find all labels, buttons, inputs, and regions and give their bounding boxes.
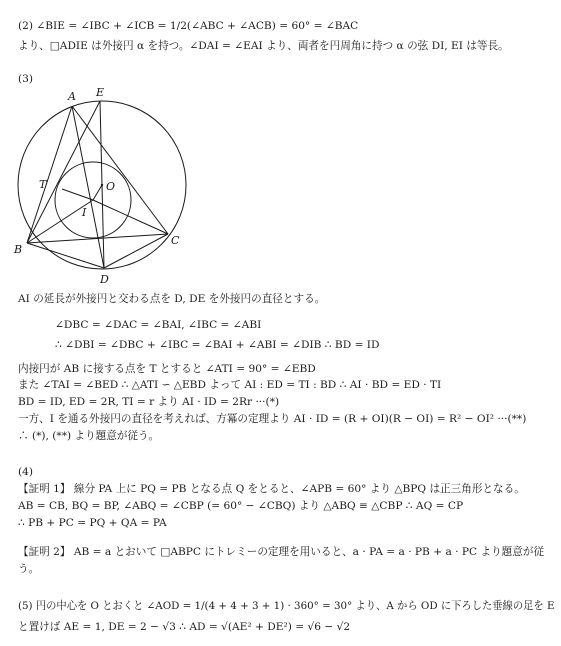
- part3-line-2: ∠DBC = ∠DAC = ∠BAI, ∠IBC = ∠ABI: [55, 319, 262, 331]
- label-a: A: [68, 90, 76, 103]
- part3-line-3: ∴ ∠DBI = ∠DBC + ∠IBC = ∠BAI + ∠ABI = ∠DIB ∴ BD = ID: [55, 339, 380, 351]
- part4-header: (4): [18, 466, 34, 478]
- label-o: O: [106, 180, 116, 193]
- part2-line2: より、□ADIE は外接円 α を持つ。∠DAI = ∠EAI より、両者を円周角に持つ α の弦 DI, EI は等長。: [18, 40, 509, 52]
- geometry-figure: [10, 86, 195, 286]
- label-i: I: [82, 206, 87, 219]
- part3-line-5: また ∠TAI = ∠BED ∴ △ATI ∽ △EBD よって AI : ED = TI : BD ∴ AI · BD = ED · TI: [18, 379, 442, 391]
- part3-line-1: AI の延長が外接円と交わる点を D, DE を外接円の直径とする。: [18, 293, 326, 305]
- label-c: C: [171, 234, 180, 247]
- part5-line2: と置けば AE = 1, DE = 2 − √3 ∴ AD = √(AE² + DE²) = √6 − √2: [18, 621, 351, 633]
- part4-proof1-line1: 【証明 1】 線分 PA 上に PQ = PB となる点 Q をとると、∠APB = 60° より △BPQ は正三角形となる。: [18, 483, 525, 495]
- part5-line1: (5) 円の中心を O とおくと ∠AOD = 1/(4 + 4 + 3 + 1) · 360° = 30° より、A から OD に下ろした垂線の足を E: [18, 600, 555, 612]
- part4-proof1-line2: AB = CB, BQ = BP, ∠ABQ = ∠CBP (= 60° − ∠CBQ) より △ABQ ≡ △CBP ∴ AQ = CP: [18, 500, 464, 512]
- part3-line-8: ∴ (*), (**) より題意が従う。: [18, 430, 160, 442]
- label-e: E: [96, 86, 105, 99]
- label-b: B: [14, 243, 23, 256]
- part4-proof2-line1: 【証明 2】 AB = a とおいて □ABPC にトレミーの定理を用いると、a · PA = a · PB + a · PC より題意が従: [18, 546, 545, 558]
- part3-header: (3): [18, 73, 34, 85]
- side-ac: [72, 106, 168, 234]
- center-o-dot: [101, 184, 103, 186]
- segment-cd: [104, 234, 168, 268]
- part3-line-6: BD = ID, ED = 2R, TI = r より AI · ID = 2Rr ···(*): [18, 396, 280, 408]
- label-d: D: [100, 273, 109, 286]
- label-t: T: [39, 178, 47, 191]
- part4-proof1-line3: ∴ PB + PC = PQ + QA = PA: [18, 517, 167, 529]
- segment-io: [93, 185, 102, 200]
- segment-ad: [72, 106, 104, 268]
- segment-bd: [27, 243, 104, 268]
- part2-line1: (2) ∠BIE = ∠IBC + ∠ICB = 1/2(∠ABC + ∠ACB) = 60° = ∠BAC: [18, 20, 359, 32]
- part3-line-4: 内接円が AB に接する点を T とすると ∠ATI = 90° = ∠EBD: [18, 363, 316, 375]
- part3-line-7: 一方、I を通る外接円の直径を考えれば、方冪の定理より AI · ID = (R + OI)(R − OI) = R² − OI² ···(**): [18, 413, 527, 425]
- part4-proof2-line2: う。: [18, 563, 40, 575]
- segment-eb: [27, 101, 100, 243]
